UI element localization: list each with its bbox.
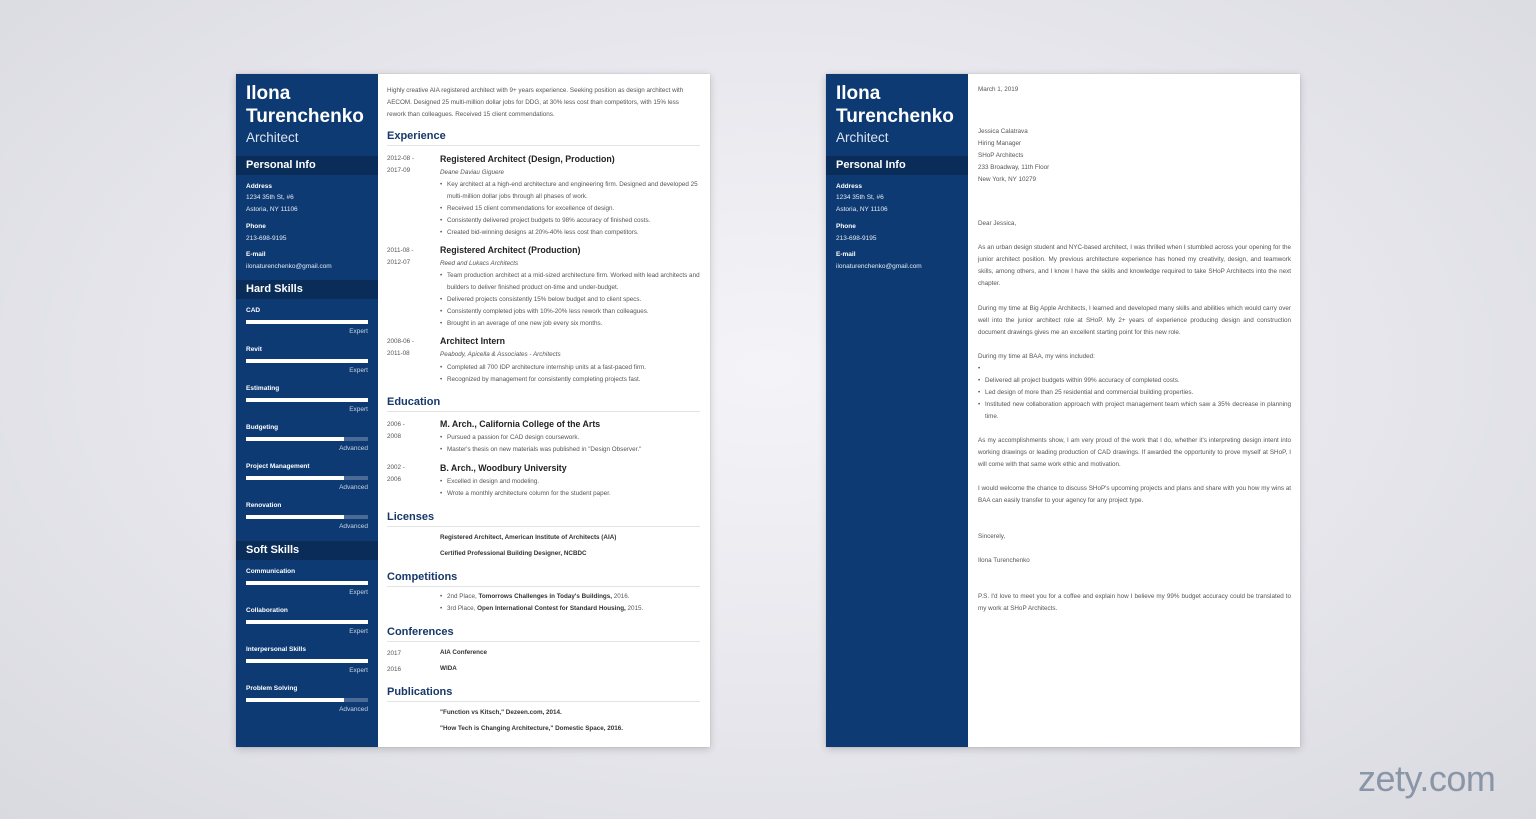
letter-body — [978, 74, 1291, 747]
address-value — [246, 192, 298, 216]
competition-name: Tomorrows Challenges in Today's Buildings, — [478, 593, 613, 600]
skill-level-fill — [246, 398, 368, 402]
job-dates — [387, 153, 432, 177]
personal-info-heading: Personal Info — [236, 156, 378, 175]
job-bullet: • Brought in an average of one new job every six months. — [440, 318, 700, 330]
job-dates — [387, 336, 432, 360]
education-bullet: • Master's thesis on new materials was published in "Design Observer." — [440, 444, 700, 456]
skill-level-label: Advanced — [339, 484, 368, 491]
skill-name: Renovation — [246, 502, 282, 509]
job-bullets — [440, 362, 700, 386]
letter-signature: Ilona Turenchenko — [978, 557, 1030, 564]
licenses-heading: Licenses — [387, 511, 435, 523]
education-dates — [387, 462, 432, 486]
skill-name: Communication — [246, 568, 296, 575]
skill-level-bar — [246, 620, 368, 624]
skill-level-bar — [246, 320, 368, 324]
address-line2: Astoria, NY 11106 — [836, 206, 888, 213]
conference-year: 2016 — [387, 666, 402, 673]
address-label: Address — [836, 183, 863, 190]
email-label: E-mail — [246, 251, 266, 258]
job-bullet: • Delivered projects consistently 15% below budget and to client specs. — [440, 294, 700, 306]
job-bullets — [440, 270, 700, 330]
job-start: 2011-08 - — [387, 247, 414, 254]
publication-item: "How Tech is Changing Architecture," Domestic Space, 2016. — [440, 725, 624, 732]
education-bullet: • Pursued a passion for CAD design coursework. — [440, 432, 700, 444]
name-first: Ilona — [836, 83, 881, 104]
phone-label: Phone — [246, 223, 266, 230]
job-bullet: • Completed all 700 IDP architecture internship units at a fast-paced firm. — [440, 362, 700, 374]
letter-postscript: P.S. I'd love to meet you for a coffee and explain how I believe my 99% budget accuracy could be translated to my work at SHoP Architects. — [978, 593, 1291, 612]
recipient-address2: New York, NY 10279 — [978, 176, 1036, 183]
phone-label: Phone — [836, 223, 856, 230]
skill-level-fill — [246, 581, 368, 585]
section-divider — [387, 526, 700, 527]
competition-name: Open International Contest for Standard Housing, — [477, 605, 626, 612]
win-item: • Led design of more than 25 residential and commercial building properties. — [978, 387, 1291, 399]
job-bullet: • Received 15 client commendations for excellence of design. — [440, 203, 700, 215]
publication-item: "Function vs Kitsch," Dezeen.com, 2014. — [440, 709, 562, 716]
skill-level-fill — [246, 698, 344, 702]
win-item: • Instituted new collaboration approach with project management team which saw a 35% decrease in planning time. — [978, 399, 1291, 423]
section-divider — [387, 701, 700, 702]
skill-level-fill — [246, 476, 344, 480]
job-start: 2012-08 - — [387, 155, 414, 162]
education-dates — [387, 419, 432, 443]
cover-letter-page — [826, 74, 1300, 747]
skill-level-label: Advanced — [339, 445, 368, 452]
skill-level-label: Expert — [349, 367, 368, 374]
edu-start: 2006 - — [387, 421, 405, 428]
wins-list — [978, 363, 1291, 423]
job-title: Registered Architect (Design, Production) — [440, 154, 615, 164]
section-divider — [387, 641, 700, 642]
skill-name: Revit — [246, 346, 262, 353]
name-first: Ilona — [246, 83, 291, 104]
zety-logo: zety.com — [1358, 758, 1496, 799]
recipient-title: Hiring Manager — [978, 140, 1022, 147]
skill-level-fill — [246, 320, 368, 324]
resume-name — [246, 82, 364, 128]
resume-page — [236, 74, 710, 747]
education-bullets — [440, 476, 700, 500]
degree-title: M. Arch., California College of the Arts — [440, 419, 601, 429]
cover-role: Architect — [836, 130, 889, 145]
job-bullet: • Key architect at a high-end architecture and engineering firm. Designed and developed 25 multi-million dollar jobs through all phases of work. — [440, 179, 700, 203]
edu-start: 2002 - — [387, 464, 405, 471]
phone-value: 213-698-9195 — [246, 235, 287, 242]
skill-level-label: Advanced — [339, 706, 368, 713]
section-divider — [387, 411, 700, 412]
skill-level-fill — [246, 437, 344, 441]
job-title: Architect Intern — [440, 336, 506, 346]
email-label: E-mail — [836, 251, 856, 258]
conference-name: WIDA — [440, 665, 457, 672]
soft-skills-heading: Soft Skills — [236, 541, 378, 560]
recipient-address1: 233 Broadway, 11th Floor — [978, 164, 1050, 171]
skill-name: CAD — [246, 307, 261, 314]
name-last: Turenchenko — [836, 106, 954, 127]
skill-level-fill — [246, 620, 368, 624]
competition-place: 3rd Place, — [447, 605, 478, 612]
skill-level-bar — [246, 437, 368, 441]
skill-name: Budgeting — [246, 424, 279, 431]
skill-level-bar — [246, 659, 368, 663]
hard-skills-heading: Hard Skills — [236, 280, 378, 299]
email-value: ilonaturenchenko@gmail.com — [836, 263, 922, 270]
job-bullets — [440, 179, 700, 239]
job-start: 2008-06 - — [387, 338, 414, 345]
education-bullet: • Wrote a monthly architecture column for the student paper. — [440, 488, 700, 500]
competition-year: 2016. — [612, 593, 630, 600]
letter-paragraph: As my accomplishments show, I am very proud of the work that I do, whether it's interpreting design intent into working drawings or leading production of CAD drawings. If awarded the opportunity to prove myself at SHoP, I will come with that same work ethic and motivation. — [978, 437, 1291, 468]
skill-level-fill — [246, 359, 368, 363]
letter-greeting: Dear Jessica, — [978, 220, 1017, 227]
skill-level-fill — [246, 659, 368, 663]
edu-end: 2006 — [387, 476, 402, 483]
experience-heading: Experience — [387, 130, 446, 142]
profile-summary: Highly creative AIA registered architect with 9+ years experience. Seeking position as design architect with AECOM. Designed 25 multi-million dollar jobs for DDG, at 30% less cost than competitors, with 15% less rework than colleagues. Received 15 client commendations. — [387, 87, 684, 118]
skill-name: Interpersonal Skills — [246, 646, 306, 653]
skill-level-label: Expert — [349, 628, 368, 635]
competition-item — [440, 603, 700, 615]
cover-name — [836, 82, 954, 128]
job-bullet: • Recognized by management for consistently completing projects fast. — [440, 374, 700, 386]
conference-year: 2017 — [387, 650, 402, 657]
personal-info-heading: Personal Info — [826, 156, 968, 175]
name-last: Turenchenko — [246, 106, 364, 127]
skill-level-bar — [246, 581, 368, 585]
win-item: • Delivered all project budgets within 99% accuracy of completed costs. — [978, 375, 1291, 387]
skill-level-bar — [246, 515, 368, 519]
address-label: Address — [246, 183, 273, 190]
job-end: 2012-07 — [387, 259, 411, 266]
job-title: Registered Architect (Production) — [440, 245, 581, 255]
recipient-name: Jessica Calatrava — [978, 128, 1028, 135]
letter-paragraph: As an urban design student and NYC-based architect, I was thrilled when I stumbled across your opening for the junior architect position. My previous architecture experience has honed my creativity, design, and teamwork skills, among others, and I know I have the skills and knowledge required to take SHoP Architects into the next chapter. — [978, 244, 1291, 287]
job-bullet: • Team production architect at a mid-sized architecture firm. Worked with lead architects and builders to deliver finished product on-time and under-budget. — [440, 270, 700, 294]
letter-closing: Sincerely, — [978, 533, 1006, 540]
skill-level-bar — [246, 359, 368, 363]
license-item: Registered Architect, American Institute of Architects (AIA) — [440, 534, 617, 541]
job-end: 2017-09 — [387, 167, 411, 174]
license-item: Certified Professional Building Designer, NCBDC — [440, 550, 587, 557]
recipient-block — [978, 126, 1291, 186]
skill-level-label: Expert — [349, 667, 368, 674]
job-company: Reed and Lukacs Architects — [440, 260, 519, 267]
job-bullet: • Consistently completed jobs with 10%-20% less rework than colleagues. — [440, 306, 700, 318]
skill-name: Problem Solving — [246, 685, 298, 692]
resume-main — [378, 74, 710, 747]
skill-level-label: Expert — [349, 328, 368, 335]
competition-item — [440, 591, 700, 603]
competition-year: 2015. — [625, 605, 644, 612]
job-company: Peabody, Apicella & Associates - Architects — [440, 351, 561, 358]
education-bullet: • Excelled in design and modeling. — [440, 476, 700, 488]
skill-name: Collaboration — [246, 607, 288, 614]
skill-name: Project Management — [246, 463, 310, 470]
letter-paragraph: During my time at Big Apple Architects, I learned and developed many skills and abilities which would carry over well into the junior architect role at SHoP. My 2+ years of experience producing design and construction document drawings gives me an excellent starting point for this new role. — [978, 305, 1291, 336]
letter-date: March 1, 2019 — [978, 86, 1019, 93]
phone-value: 213-698-9195 — [836, 235, 877, 242]
recipient-company: SHoP Architects — [978, 152, 1024, 159]
job-end: 2011-08 — [387, 350, 410, 357]
skill-level-label: Advanced — [339, 523, 368, 530]
skill-level-fill — [246, 515, 344, 519]
letter-paragraph: I would welcome the chance to discuss SHoP's upcoming projects and plans and share with you how my wins at BAA can easily transfer to your agency for any project type. — [978, 485, 1291, 504]
skill-name: Estimating — [246, 385, 280, 392]
edu-end: 2008 — [387, 433, 402, 440]
email-value: ilonaturenchenko@gmail.com — [246, 263, 332, 270]
section-divider — [387, 145, 700, 146]
cover-sidebar — [826, 74, 968, 747]
wins-intro: During my time at BAA, my wins included: — [978, 353, 1095, 360]
address-line1: 1234 35th St, #6 — [246, 194, 294, 201]
address-value — [836, 192, 888, 216]
competitions-heading: Competitions — [387, 571, 458, 583]
address-line1: 1234 35th St, #6 — [836, 194, 884, 201]
conference-name: AIA Conference — [440, 649, 488, 656]
address-line2: Astoria, NY 11106 — [246, 206, 298, 213]
skill-level-label: Expert — [349, 589, 368, 596]
publications-heading: Publications — [387, 686, 453, 698]
resume-role: Architect — [246, 130, 299, 145]
conferences-heading: Conferences — [387, 626, 454, 638]
job-bullet: • Created bid-winning designs at 20%-40% less cost than competitors. — [440, 227, 700, 239]
skill-level-label: Expert — [349, 406, 368, 413]
job-bullet: • Consistently delivered project budgets to 98% accuracy of finished costs. — [440, 215, 700, 227]
competitions-list — [440, 591, 700, 615]
resume-sidebar — [236, 74, 378, 747]
job-company: Deane Daviau Giguere — [440, 169, 505, 176]
competition-place: 2nd Place, — [447, 593, 479, 600]
skill-level-bar — [246, 398, 368, 402]
degree-title: B. Arch., Woodbury University — [440, 463, 567, 473]
section-divider — [387, 586, 700, 587]
win-item — [978, 363, 1291, 375]
job-dates — [387, 245, 432, 269]
education-heading: Education — [387, 396, 441, 408]
skill-level-bar — [246, 476, 368, 480]
skill-level-bar — [246, 698, 368, 702]
education-bullets — [440, 432, 700, 456]
